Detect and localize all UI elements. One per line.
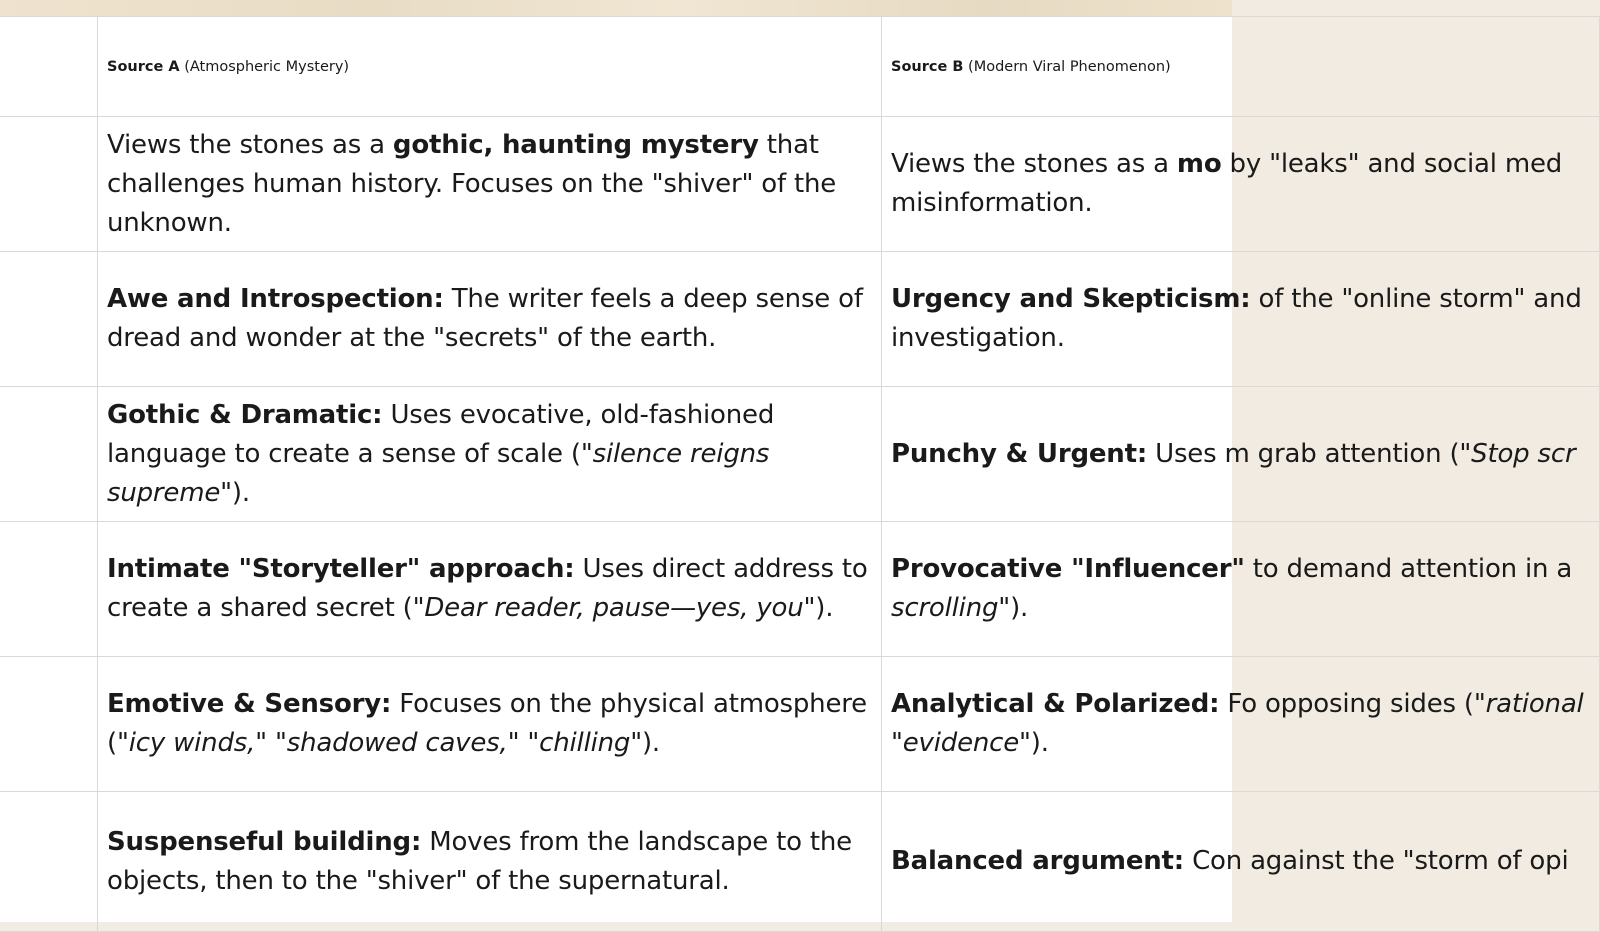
cell-text: ). — [815, 593, 834, 623]
source-b-cell — [882, 387, 1600, 522]
cell-text: Uses evocative, old-fashioned language to create a sense of scale ( — [107, 399, 775, 469]
row-label-cell — [0, 17, 98, 117]
source-b-cell — [882, 657, 1600, 792]
table-row — [0, 657, 1600, 792]
cell-text: Focuses on the physical atmosphere ( — [107, 689, 867, 758]
source-a-name: Source A — [107, 58, 180, 75]
source-a-cell — [98, 252, 882, 387]
cell-text: Moves from the landscape to the objects, then to the "shiver" of the supernatural. — [107, 826, 852, 896]
cell-label: Balanced argument: — [891, 846, 1184, 876]
cell-text: ). — [641, 728, 660, 758]
table-row — [0, 117, 1600, 252]
row-label-cell — [0, 657, 98, 792]
background-paper-strip — [0, 0, 1232, 16]
cell-text: Fo opposing sides ( — [1219, 689, 1474, 719]
cell-text: that challenges human history. Focuses on the "shiver" of the unknown. — [107, 129, 837, 238]
source-b-header — [882, 17, 1600, 117]
cell-text: Views the stones as a — [891, 149, 1177, 179]
cell-text: Con against the "storm of opi — [1184, 846, 1569, 876]
cell-text: Uses direct address to create a shared secret ( — [107, 554, 868, 623]
cell-quote: "icy winds," "shadowed caves," "chilling" — [116, 728, 642, 758]
cell-text: Uses m grab attention ( — [1147, 438, 1460, 469]
cell-text: ). — [1030, 728, 1049, 758]
cell-label: Awe and Introspection: — [107, 284, 444, 314]
row-label-cell — [0, 117, 98, 252]
row-label-cell — [0, 252, 98, 387]
cell-label: Intimate "Storyteller" approach: — [107, 554, 575, 584]
source-a-cell — [98, 387, 882, 522]
cell-text: to demand attention in a — [1244, 554, 1573, 584]
cell-label: Gothic & Dramatic: — [107, 399, 383, 430]
document-sheet — [0, 16, 1584, 922]
table-row — [0, 522, 1600, 657]
source-b-name: Source B — [891, 58, 964, 75]
cell-emphasis: mo — [1176, 149, 1222, 179]
cell-text: The writer feels a deep sense of dread and wonder at the "secrets" of the earth. — [107, 284, 863, 353]
cell-quote: "Stop scr — [1459, 438, 1576, 469]
table-header-row — [0, 17, 1600, 117]
source-a-header — [98, 17, 882, 117]
table-row — [0, 387, 1600, 522]
cell-label: Urgency and Skepticism: — [891, 284, 1251, 314]
cell-label: Punchy & Urgent: — [891, 438, 1148, 469]
table-row — [0, 252, 1600, 387]
row-label-cell — [0, 387, 98, 522]
cell-label: Provocative "Influencer" — [891, 554, 1245, 584]
source-b-cell — [882, 522, 1600, 657]
source-a-cell — [98, 117, 882, 252]
cell-text: of the "online storm" and investigation. — [891, 284, 1582, 353]
source-b-cell — [882, 117, 1600, 252]
cell-quote: "rational "evidence" — [891, 689, 1584, 758]
source-b-cell — [882, 252, 1600, 387]
comparison-table — [0, 16, 1600, 932]
row-label-cell — [0, 522, 98, 657]
source-a-cell — [98, 522, 882, 657]
source-b-cell — [882, 792, 1600, 932]
cell-text: by "leaks" and social med misinformation. — [891, 149, 1563, 218]
cell-quote: "silence reigns supreme" — [107, 438, 770, 508]
source-a-cell — [98, 792, 882, 932]
source-b-descriptor: (Modern Viral Phenomenon) — [968, 58, 1171, 75]
cell-text: ). — [1010, 593, 1029, 623]
cell-emphasis: gothic, haunting mystery — [392, 129, 759, 160]
row-label-cell — [0, 792, 98, 932]
cell-quote: scrolling" — [891, 593, 1011, 623]
cell-quote: "Dear reader, pause—yes, you" — [412, 593, 816, 623]
table-row — [0, 792, 1600, 932]
source-a-descriptor: (Atmospheric Mystery) — [184, 58, 350, 75]
cell-label: Emotive & Sensory: — [107, 689, 392, 719]
cell-label: Suspenseful building: — [107, 826, 422, 857]
source-a-cell — [98, 657, 882, 792]
cell-text: Views the stones as a — [107, 129, 393, 160]
cell-text: ). — [231, 477, 250, 508]
cell-label: Analytical & Polarized: — [891, 689, 1220, 719]
